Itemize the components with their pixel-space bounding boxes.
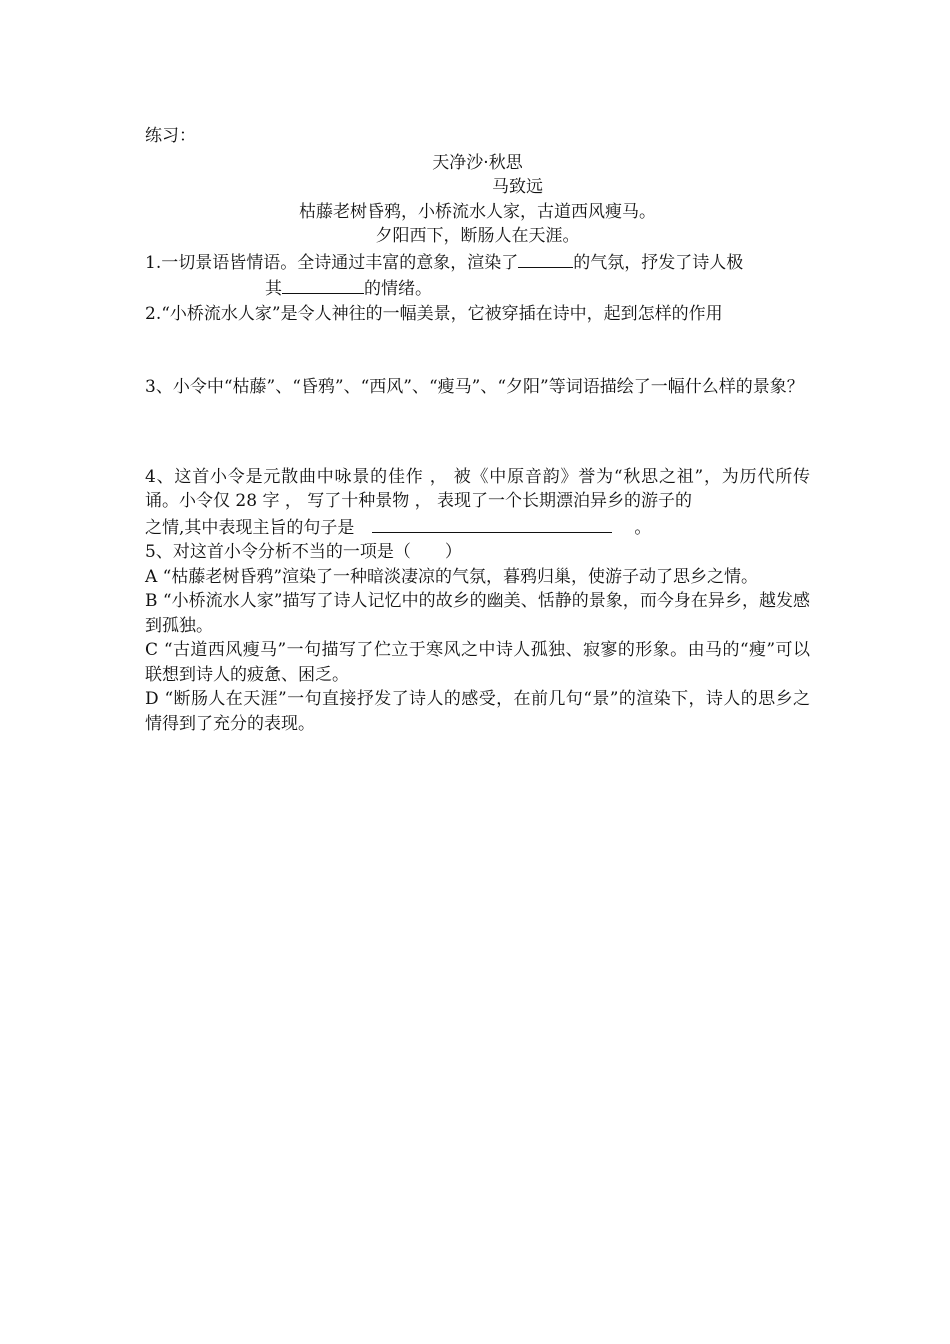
poem-line-1: 枯藤老树昏鸦，小桥流水人家，古道西风瘦马。 — [299, 201, 656, 222]
question-1-blank-1[interactable] — [518, 249, 573, 268]
question-2: 2.“小桥流水人家”是令人神往的一幅美景，它被穿插在诗中，起到怎样的作用 — [145, 303, 723, 324]
question-4 — [145, 465, 810, 541]
option-a: A “枯藤老树昏鸦”渲染了一种暗淡凄凉的气氛，暮鸦归巢，使游子动了思乡之情。 — [145, 566, 759, 587]
answer-space-3 — [145, 417, 810, 465]
question-4-tail-a: 之情,其中表现主旨的句子是 — [145, 517, 355, 538]
question-1 — [145, 249, 810, 302]
question-1-blank-2[interactable] — [282, 275, 364, 294]
question-1-text-b: 的气氛，抒发了诗人极 — [573, 252, 744, 273]
question-4-text: 4、这首小令是元散曲中咏景的佳作 ， 被《中原音韵》誉为“秋思之祖”，为历代所传诵。小令仅 28 字 ， 写了十种景物 ， 表现了一个长期漂泊异乡的游子的 — [145, 466, 810, 511]
poem-author: 马致远 — [492, 177, 543, 197]
poem-title: 天净沙·秋思 — [432, 152, 523, 173]
document-body — [145, 124, 810, 736]
answer-space-2 — [145, 326, 810, 375]
option-b: B “小桥流水人家”描写了诗人记忆中的故乡的幽美、恬静的景象，而今身在异乡，越发感到孤独。 — [145, 591, 810, 636]
question-4-tail-b: 。 — [634, 517, 652, 538]
question-1-text-d: 的情绪。 — [364, 279, 432, 299]
exercise-heading: 练习： — [145, 126, 196, 146]
question-5-stem: 5、对这首小令分析不当的一项是（ ） — [145, 542, 462, 562]
option-d: D “断肠人在天涯”一句直接抒发了诗人的感受，在前几句“景”的渲染下，诗人的思乡之情得到了充分的表现。 — [145, 689, 810, 734]
poem-line-2: 夕阳西下，断肠人在天涯。 — [375, 226, 580, 246]
question-3: 3、小令中“枯藤”、“昏鸦”、“西风”、“瘦马”、“夕阳”等词语描绘了一幅什么样的景象？ — [145, 377, 804, 397]
question-1-text-a: 1.一切景语皆情语。全诗通过丰富的意象，渲染了 — [145, 252, 519, 273]
option-c: C “古道西风瘦马”一句描写了伫立于寒风之中诗人孤独、寂寥的形象。由马的“瘦”可以联想到诗人的疲惫、困乏。 — [145, 640, 810, 685]
question-4-blank[interactable] — [372, 514, 612, 533]
question-1-text-c: 其 — [265, 279, 282, 299]
